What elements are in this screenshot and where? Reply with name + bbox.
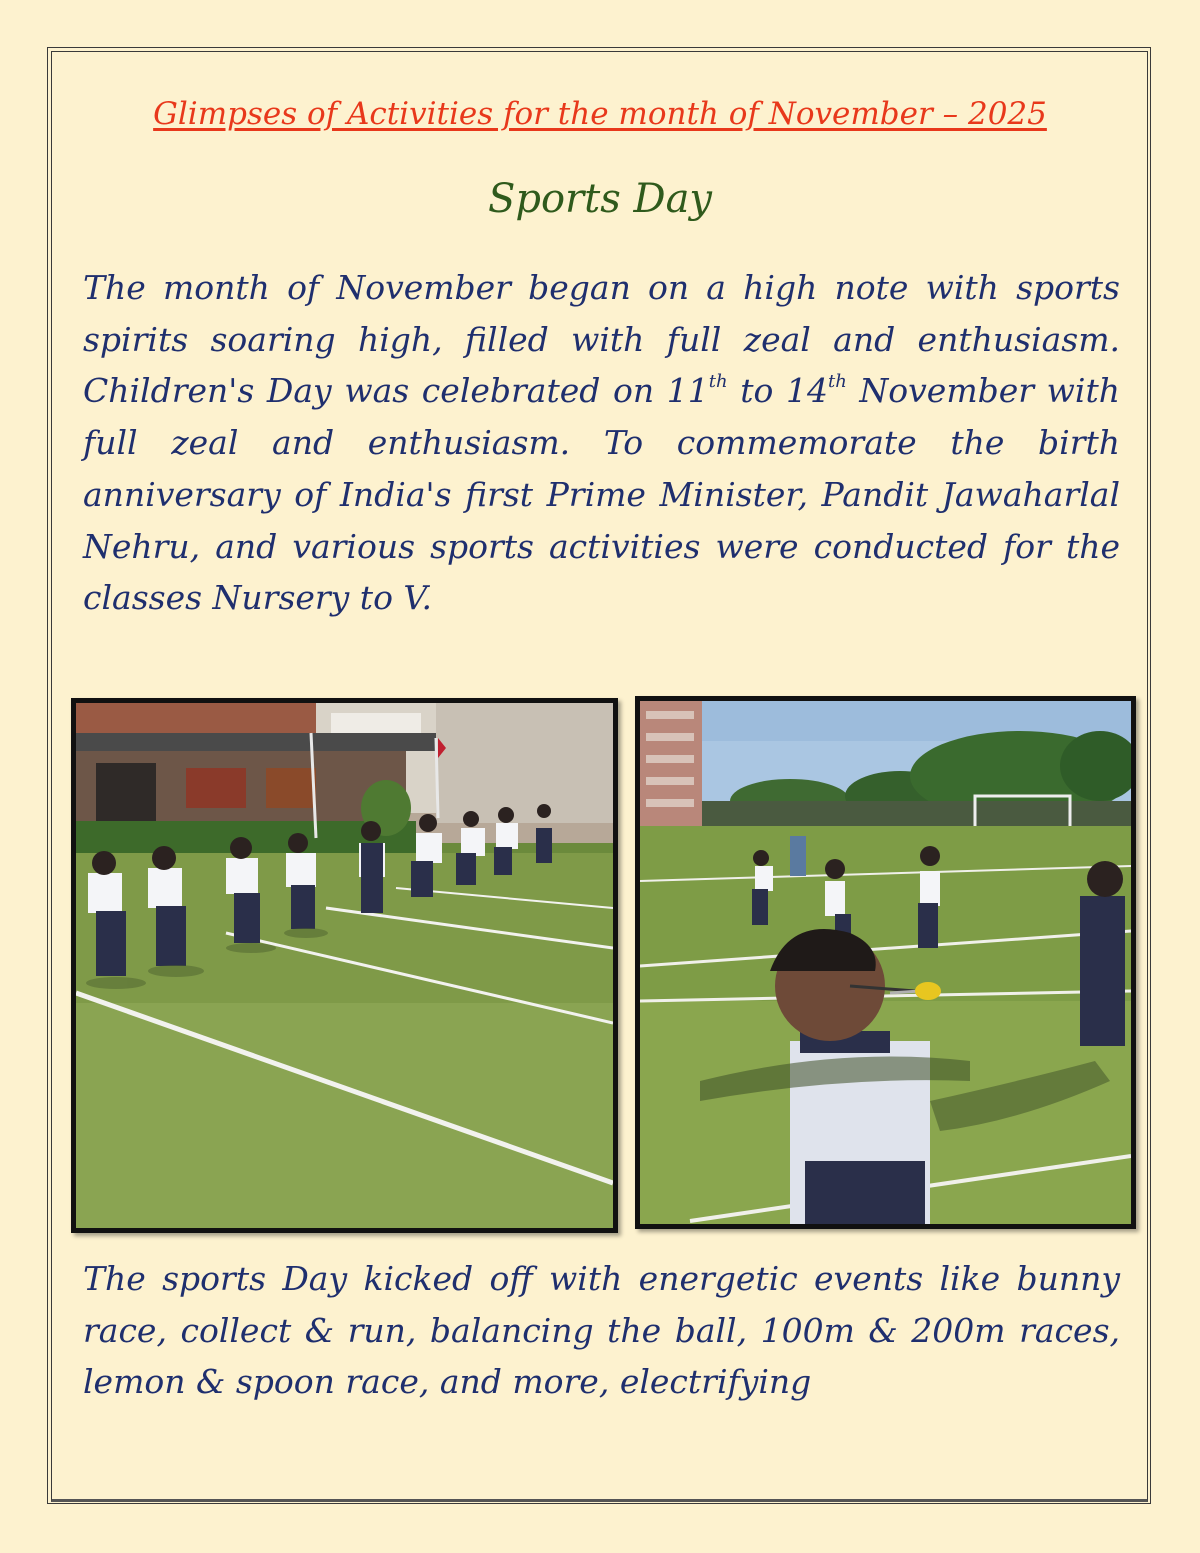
intro-text-part-3: November with full zeal and enthusiasm. To commemorate the birth anniversary of India's first Prime Minister, Pandit Jawaharlal Nehru, and various sports activities were conducted for the classes Nursery to V.	[83, 371, 1120, 618]
page-heading: Glimpses of Activities for the month of November – 2025	[153, 96, 1047, 132]
ordinal-suffix-2: th	[827, 371, 847, 393]
intro-paragraph	[83, 262, 1120, 624]
photo-2-illustration	[640, 701, 1131, 1224]
photo-1-illustration	[76, 703, 613, 1228]
intro-text-part-2: to 14	[727, 371, 828, 411]
intro-text-part-1: The month of November began on a high note with sports spirits soaring high, filled with full zeal and enthusiasm. Children's Day was celebrated on 11	[83, 268, 1120, 411]
photo-children-bunny-race	[71, 698, 618, 1233]
ordinal-suffix-1: th	[708, 371, 728, 393]
events-paragraph: The sports Day kicked off with energetic events like bunny race, collect & run, balancing the ball, 100m & 200m races, lemon & spoon race, and more, electrifying	[83, 1259, 1120, 1402]
photo-lemon-spoon-race	[635, 696, 1136, 1229]
section-title: Sports Day	[487, 176, 713, 222]
